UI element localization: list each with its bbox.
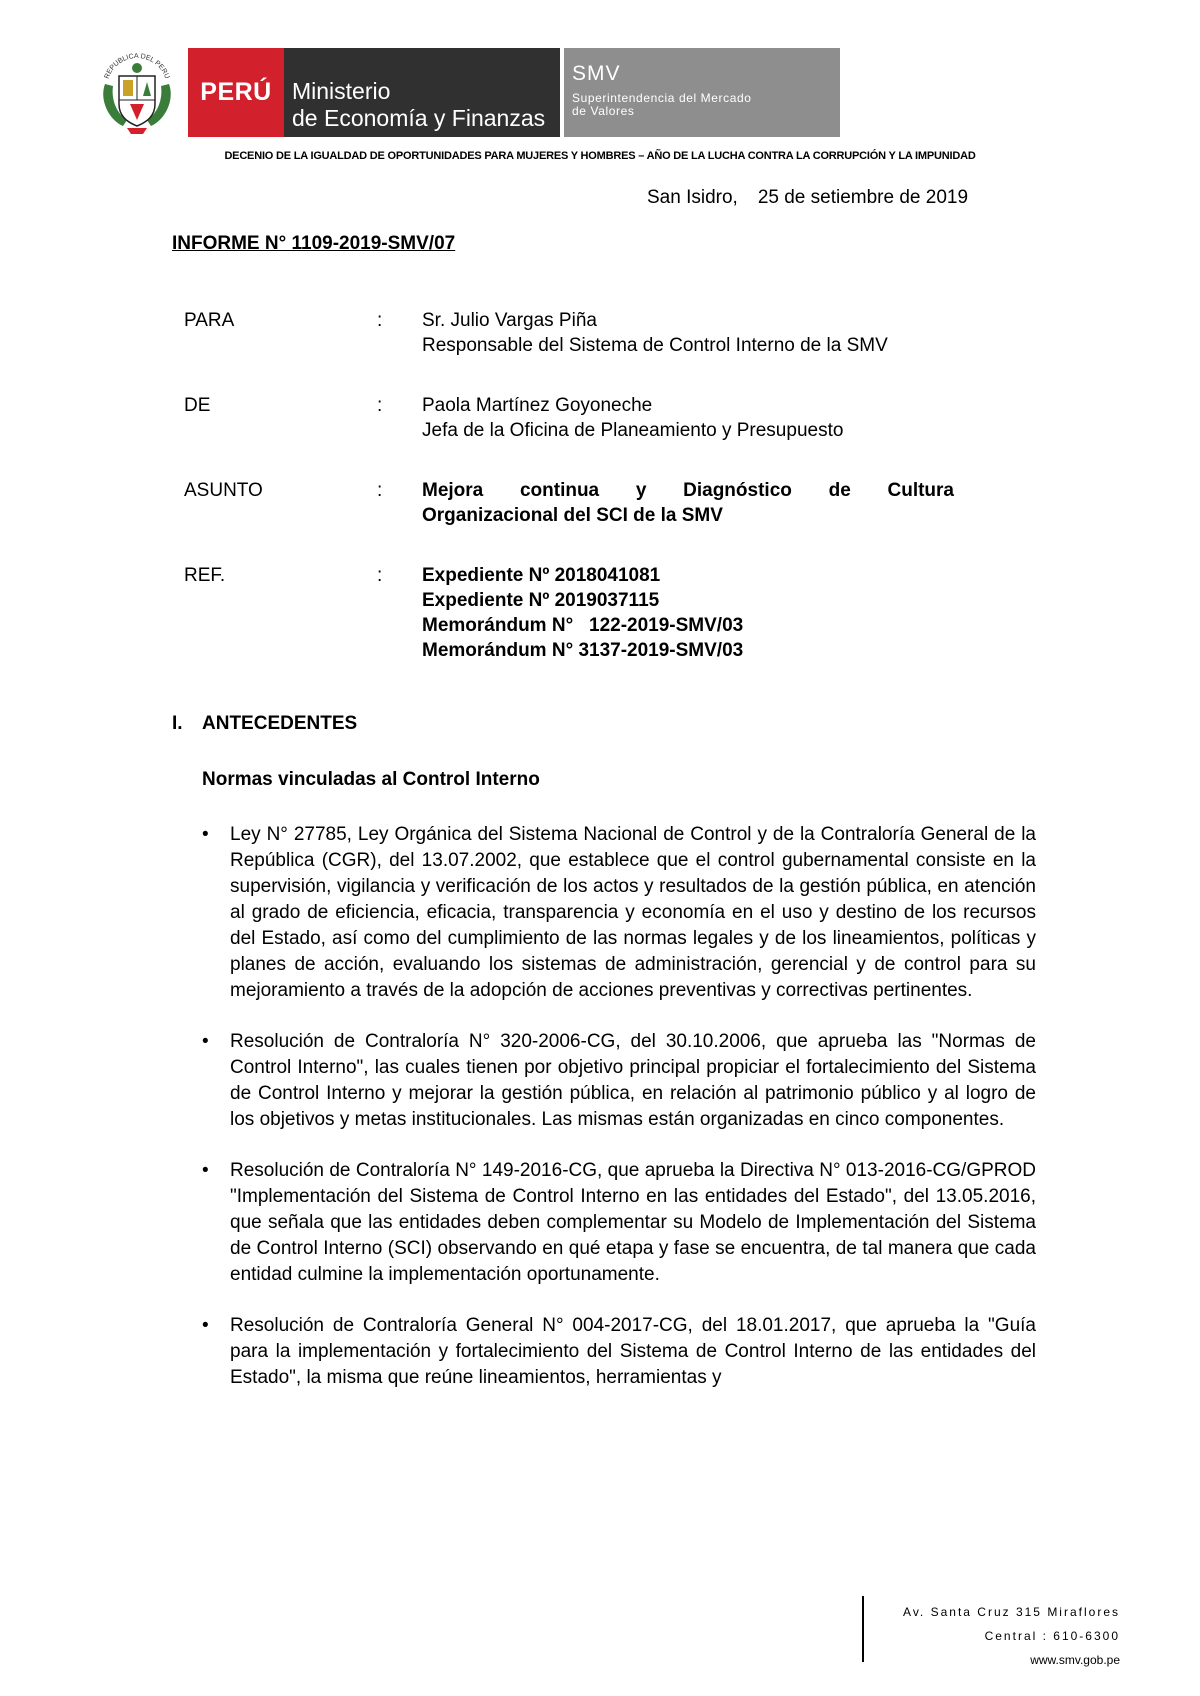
para-colon: : [377, 310, 383, 331]
list-item-text: Resolución de Contraloría General N° 004-2017-CG, del 18.01.2017, que aprueba la "Guía para la implementación y fortalecimiento del Sistema de Control Interno de las entidades del Estado", la misma que reúne lineamientos, herramientas y [230, 1315, 1036, 1388]
smv-title: SMV [572, 62, 621, 85]
ref-item: Expediente Nº 2018041081 [422, 565, 661, 586]
asunto-line1: Mejora continua y Diagnóstico de Cultura [422, 480, 954, 501]
section-title: ANTECEDENTES [202, 713, 358, 734]
para-role: Responsable del Sistema de Control Interno de la SMV [422, 335, 888, 356]
bullet-list [200, 822, 1036, 1416]
footer-divider [862, 1596, 864, 1662]
decree-banner: DECENIO DE LA IGUALDAD DE OPORTUNIDADES PARA MUJERES Y HOMBRES – AÑO DE LA LUCHA CONTRA LA CORRUPCIÓN Y LA IMPUNIDAD [224, 150, 976, 162]
smv-subtitle-line1: Superintendencia del Mercado [572, 91, 752, 105]
list-item-text: Resolución de Contraloría N° 320-2006-CG, del 30.10.2006, que aprueba las "Normas de Control Interno", las cuales tienen por objetivo principal propiciar el fortalecimiento del Sistema de Control Interno y mejorar la gestión pública, en relación al patrimonio público y al logro de los objetivos y metas institucionales. Las mismas están organizadas en cinco componentes. [230, 1031, 1036, 1130]
ref-item: Memorándum N° 122-2019-SMV/03 [422, 615, 744, 636]
smv-subtitle-line2: de Valores [572, 104, 635, 118]
para-label: PARA [184, 310, 235, 331]
bullet-icon: • [202, 1031, 209, 1052]
list-item [200, 1313, 1036, 1391]
ministry-logo [284, 48, 560, 137]
memo-row-ref [184, 563, 954, 663]
bullet-icon: • [202, 1160, 209, 1181]
bullet-icon: • [202, 824, 209, 845]
footer-contact [903, 1600, 1120, 1672]
ref-item: Expediente Nº 2019037115 [422, 590, 660, 611]
list-item-text: Resolución de Contraloría N° 149-2016-CG, que aprueba la Directiva N° 013-2016-CG/GPROD "Implementación del Sistema de Control Interno en las entidades del Estado", del 13.05.2016, que señala que las entidades deben complementar su Modelo de Implementación del Sistema de Control Interno (SCI) observando en qué etapa y fase se encuentra, de tal manera que cada entidad culmine la implementación oportunamente. [230, 1160, 1036, 1285]
memo-row-para [184, 308, 954, 358]
de-label: DE [184, 395, 211, 416]
asunto-line2: Organizacional del SCI de la SMV [422, 505, 723, 526]
memo-row-de [184, 393, 954, 443]
footer-address: Av. Santa Cruz 315 Miraflores [903, 1605, 1120, 1619]
de-role: Jefa de la Oficina de Planeamiento y Presupuesto [422, 420, 844, 441]
memo-row-asunto [184, 478, 954, 528]
list-item [200, 1158, 1036, 1288]
list-item-text: Ley N° 27785, Ley Orgánica del Sistema Nacional de Control y de la Contraloría General de la República (CGR), del 13.07.2002, que establece que el control gubernamental consiste en la supervisión, vigilancia y verificación de los actos y resultados de la gestión pública, en atención al grado de eficiencia, eficacia, transparencia y economía en el uso y destino de los recursos del Estado, así como del cumplimiento de las normas legales y de los lineamientos, políticas y planes de acción, evaluando los sistemas de administración, gerencial y de control para su mejoramiento a través de la adopción de acciones preventivas y correctivas pertinentes. [230, 824, 1036, 1001]
section-number: I. [172, 713, 183, 734]
peru-label: PERÚ [200, 78, 272, 106]
bullet-icon: • [202, 1315, 209, 1336]
ministry-line1: Ministerio [292, 78, 391, 104]
footer-phone: Central : 610-6300 [984, 1629, 1120, 1643]
para-name: Sr. Julio Vargas Piña [422, 310, 597, 331]
list-item [200, 1029, 1036, 1133]
crest-text: REPUBLICA DEL PERU [103, 52, 171, 80]
de-name: Paola Martínez Goyoneche [422, 395, 653, 416]
memo-header [184, 308, 954, 698]
list-item [200, 822, 1036, 1004]
date-place: San Isidro, [647, 187, 738, 208]
coat-of-arms-icon [97, 48, 177, 136]
section-heading [172, 713, 357, 735]
de-colon: : [377, 395, 383, 416]
document-date [647, 187, 968, 209]
ministry-line2: de Economía y Finanzas [292, 105, 546, 131]
date-value: 25 de setiembre de 2019 [757, 187, 969, 208]
subsection-heading: Normas vinculadas al Control Interno [202, 769, 540, 790]
document-number: INFORME N° 1109-2019-SMV/07 [172, 233, 456, 254]
ref-item: Memorándum N° 3137-2019-SMV/03 [422, 640, 744, 661]
asunto-colon: : [377, 480, 383, 501]
peru-logo [188, 48, 284, 137]
ref-colon: : [377, 565, 383, 586]
ref-label: REF. [184, 565, 226, 586]
asunto-label: ASUNTO [184, 480, 263, 501]
footer-website-link[interactable]: www.smv.gob.pe [1030, 1653, 1120, 1667]
smv-logo [564, 48, 840, 137]
